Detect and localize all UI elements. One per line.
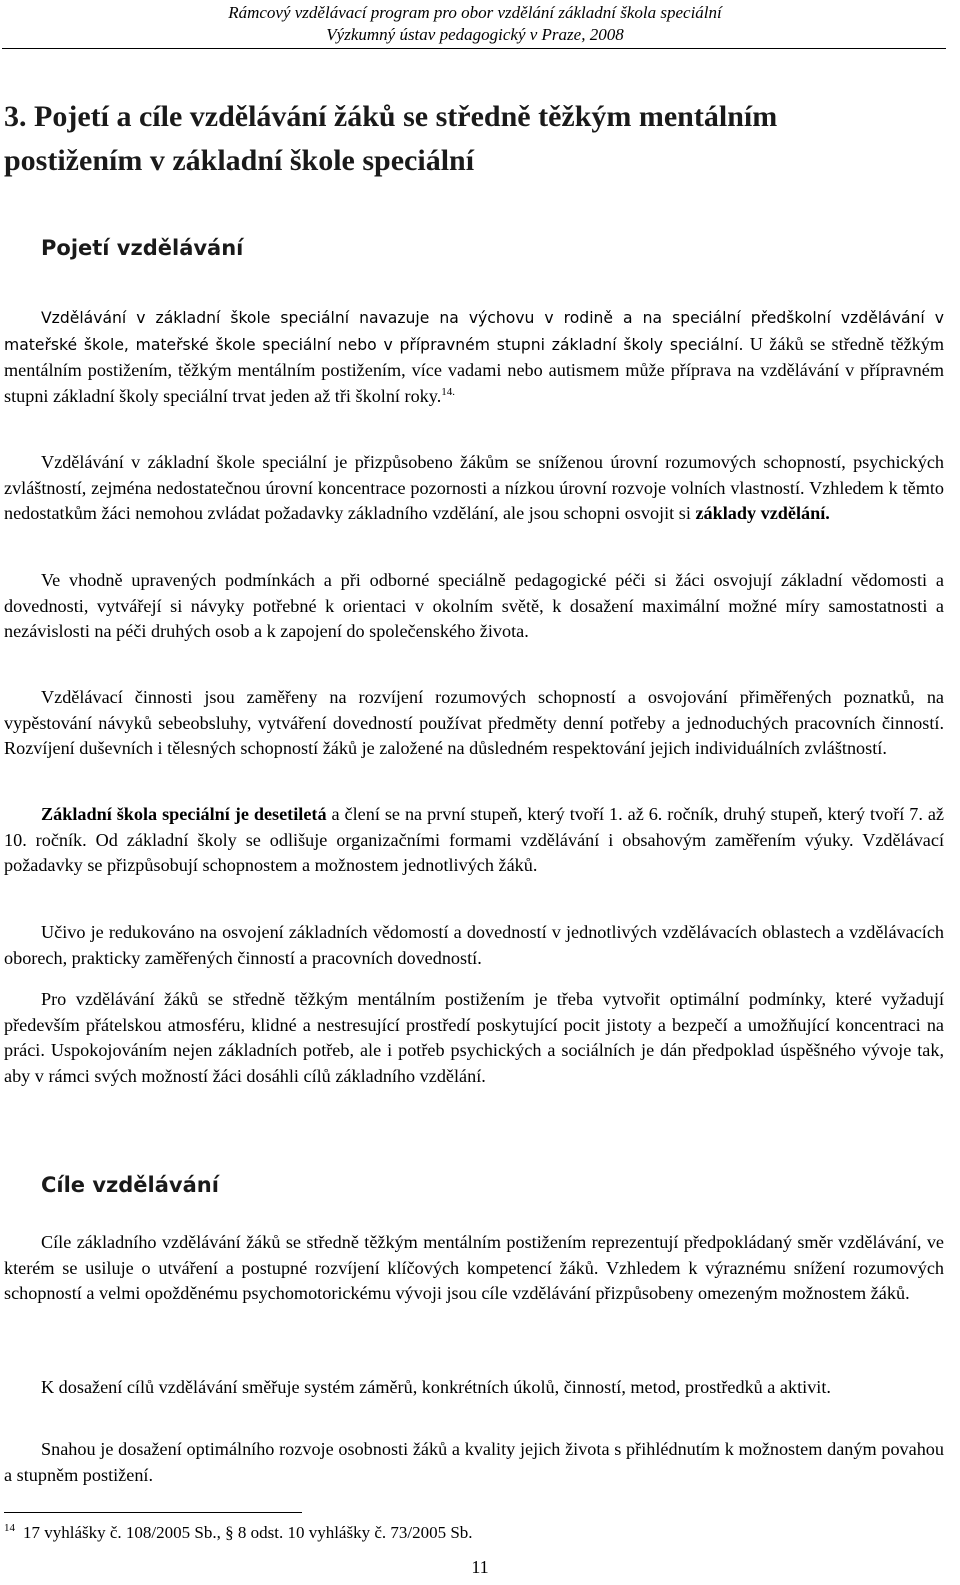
paragraph-1-serif-text: U žáků se středně těžkým mentálním postižením, těžkým mentálním postižením, více vadami nebo autismem může příprava na vzdělávání v přípravném stupni základní školy speciální trvat jeden až tři školní roky.: [4, 333, 944, 406]
paragraph-5-text: a člení se na první stupeň, který tvoří 1. až 6. ročník, druhý stupeň, který tvoří 7. až 10. ročník. Od základní školy se odlišuje organizačními formami vzdělávání i obsahovým zaměřením výuky. Vzdělávací požadavky se přizpůsobují schopnostem a možnostem jednotlivých žáků.: [4, 804, 945, 875]
header-program-title: Rámcový vzdělávací program pro obor vzdělání základní škola speciální: [228, 3, 722, 22]
paragraph-5: [4, 802, 944, 879]
paragraph-4: Vzdělávací činnosti jsou zaměřeny na rozvíjení rozumových schopností a osvojování přiměřených poznatků, na vypěstování návyků sebeobsluhy, vytváření dovedností používat předměty denní potřeby a jednoduchých pracovních činností. Rozvíjení duševních i tělesných schopností žáků je založené na důsledném respektování jejich individuálních zvláštností.: [4, 687, 944, 758]
chapter-title: 3. Pojetí a cíle vzdělávání žáků se středně těžkým mentálním postižením v základní škole speciální: [4, 100, 778, 177]
running-header: [0, 2, 950, 46]
paragraph-5-bold-text: Základní škola speciální je desetiletá: [41, 804, 327, 824]
paragraph-1-sans-text: Vzdělávání v základní škole speciální navazuje na výchovu v rodině a na speciální předškolní vzdělávání v mateřské škole, mateřské škole speciální nebo v přípravném stupni základní školy speciální.: [4, 309, 944, 354]
paragraph-2: [4, 450, 944, 527]
footnote-mark: 14: [4, 1522, 15, 1535]
paragraph-8: Cíle základního vzdělávání žáků se středně těžkým mentálním postižením reprezentují předpokládaný směr vzdělávání, ve kterém se usiluje o utváření a postupné rozvíjení klíčových kompetencí žáků. Vzhledem k výraznému snížení rozumových schopností a velmi opožděnému psychomotorickému vývoji jsou cíle vzdělávání přizpůsobeny omezeným možnostem žáků.: [4, 1232, 944, 1303]
footnote: [4, 1520, 904, 1546]
paragraph-2-text: Vzdělávání v základní škole speciální je přizpůsobeno žákům se sníženou úrovní rozumových schopností, psychických zvláštností, zejména nedostatečnou úrovní koncentrace pozornosti a nízkou úrovní rozvoje volních vlastností. Vzhledem k těmto nedostatkům žáci nemohou zvládat požadavky základního vzdělání, ale jsou schopni osvojit si: [4, 452, 944, 523]
footnote-reference: 14.: [441, 385, 455, 398]
paragraph-10: Snahou je dosažení optimálního rozvoje osobnosti žáků a kvality jejich života s přihlédnutím k možnostem daným povahou a stupněm postižení.: [4, 1439, 944, 1485]
header-institute: Výzkumný ústav pedagogický v Praze, 2008: [326, 25, 624, 44]
paragraph-9: K dosažení cílů vzdělávání směřuje systém záměrů, konkrétních úkolů, činností, metod, prostředků a aktivit.: [41, 1377, 831, 1397]
paragraph-3: Ve vhodně upravených podmínkách a při odborné speciálně pedagogické péči si žáci osvojují základní vědomosti a dovednosti, vytvářejí si návyky potřebné k orientaci v okolním světě, k dosažení maximální možné míry samostatnosti a nezávislosti na péči druhých osob a k zapojení do společenského života.: [4, 570, 944, 641]
paragraph-6: Učivo je redukováno na osvojení základních vědomostí a dovedností v jednotlivých vzdělávacích oblastech a vzdělávacích oborech, prakticky zaměřených činností a pracovních dovedností.: [4, 922, 944, 968]
paragraph-1: [4, 305, 944, 409]
paragraph-2-bold-text: základy vzdělání.: [695, 503, 830, 523]
page-number: 11: [471, 1557, 489, 1577]
footnote-divider: [4, 1512, 302, 1513]
section-title-pojeti: Pojetí vzdělávání: [41, 236, 244, 260]
paragraph-7: Pro vzdělávání žáků se středně těžkým mentálním postižením je třeba vytvořit optimální podmínky, které vyžadují především přátelskou atmosféru, klidné a nestresující prostředí poskytující pocit jistoty a bezpečí a umožňující koncentraci na práci. Uspokojováním nejen základních potřeb, ale i potřeb psychických a sociálních je dán předpoklad úspěšného vývoje tak, aby v rámci svých možností žáci dosáhli cílů základního vzdělání.: [4, 989, 944, 1086]
section-title-cile: Cíle vzdělávání: [41, 1173, 219, 1197]
header-divider: [2, 48, 946, 49]
footnote-text: 17 vyhlášky č. 108/2005 Sb., § 8 odst. 10 vyhlášky č. 73/2005 Sb.: [23, 1523, 473, 1542]
